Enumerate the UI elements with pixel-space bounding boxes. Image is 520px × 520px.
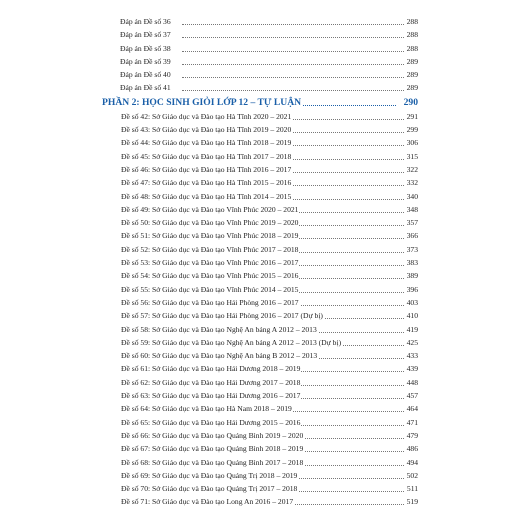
- toc-page-number: 464: [406, 402, 418, 415]
- toc-page-number: 357: [406, 216, 418, 229]
- toc-page-number: 288: [406, 42, 418, 55]
- toc-page-number: 448: [406, 376, 418, 389]
- toc-exam-entry[interactable]: [0, 376, 520, 389]
- toc-exam-entry[interactable]: [0, 362, 520, 375]
- dot-leader: [182, 68, 404, 81]
- toc-entry-label: Đề số 66: Sở Giáo dục và Đào tạo Quảng Bình 2019 – 2020: [121, 429, 304, 442]
- toc-page-number: 410: [406, 309, 418, 322]
- toc-answer-entry[interactable]: [0, 68, 520, 81]
- toc-page-number: 519: [406, 495, 418, 508]
- toc-entry-label: Đáp án Đề số 37: [120, 28, 172, 41]
- toc-entry-label: Đề số 42: Sở Giáo dục và Đào tạo Hà Tĩnh 2020 – 2021: [121, 110, 292, 123]
- toc-exam-entry[interactable]: [0, 323, 520, 336]
- toc-answer-entry[interactable]: [0, 15, 520, 28]
- toc-exam-entry[interactable]: [0, 389, 520, 402]
- toc-page-number: 315: [406, 150, 418, 163]
- dot-leader: [182, 28, 404, 41]
- toc-entry-label: PHẦN 2: HỌC SINH GIỎI LỚP 12 – TỰ LUẬN: [102, 96, 302, 108]
- toc-entry-label: Đề số 67: Sở Giáo dục và Đào tạo Quảng Bình 2018 – 2019: [121, 442, 304, 455]
- toc-exam-entry[interactable]: [0, 203, 520, 216]
- toc-page-number: 373: [406, 243, 418, 256]
- toc-exam-entry[interactable]: [0, 402, 520, 415]
- toc-page-number: 289: [406, 55, 418, 68]
- toc-entry-label: Đề số 64: Sở Giáo dục và Đào tạo Hà Nam 2018 – 2019: [121, 402, 293, 415]
- toc-page-number: 389: [406, 269, 418, 282]
- toc-entry-label: Đề số 44: Sở Giáo dục và Đào tạo Hà Tĩnh 2018 – 2019: [121, 136, 292, 149]
- toc-page-number: 332: [406, 176, 418, 189]
- dot-leader: [182, 15, 404, 28]
- toc-entry-label: Đề số 43: Sở Giáo dục và Đào tạo Hà Tĩnh 2019 – 2020: [121, 123, 292, 136]
- toc-page-number: 322: [406, 163, 418, 176]
- toc-page-number: 288: [406, 15, 418, 28]
- toc-entry-label: Đề số 51: Sở Giáo dục và Đào tạo Vĩnh Phúc 2018 – 2019: [121, 229, 299, 242]
- toc-entry-label: Đề số 71: Sở Giáo dục và Đào tạo Long An 2016 – 2017: [121, 495, 294, 508]
- toc-entry-label: Đề số 70: Sở Giáo dục và Đào tạo Quảng Trị 2017 – 2018: [121, 482, 298, 495]
- toc-page-number: 502: [406, 469, 418, 482]
- toc-exam-entry[interactable]: [0, 296, 520, 309]
- toc-exam-entry[interactable]: [0, 482, 520, 495]
- toc-entry-label: Đề số 50: Sở Giáo dục và Đào tạo Vĩnh Phúc 2019 – 2020: [121, 216, 299, 229]
- toc-entry-label: Đề số 57: Sở Giáo dục và Đào tạo Hải Phòng 2016 – 2017 (Dự bị): [121, 309, 324, 322]
- toc-page-number: 288: [406, 28, 418, 41]
- toc-exam-entry[interactable]: [0, 123, 520, 136]
- toc-entry-label: Đề số 47: Sở Giáo dục và Đào tạo Hà Tĩnh 2015 – 2016: [121, 176, 292, 189]
- toc-page-number: 383: [406, 256, 418, 269]
- toc-page-number: 306: [406, 136, 418, 149]
- toc-page-number: 425: [406, 336, 418, 349]
- toc-page-number: 439: [406, 362, 418, 375]
- toc-exam-entry[interactable]: [0, 256, 520, 269]
- toc-entry-label: Đề số 52: Sở Giáo dục và Đào tạo Vĩnh Phúc 2017 – 2018: [121, 243, 299, 256]
- toc-entry-label: Đáp án Đề số 38: [120, 42, 172, 55]
- toc-entry-label: Đề số 69: Sở Giáo dục và Đào tạo Quảng Trị 2018 – 2019: [121, 469, 298, 482]
- dot-leader: [182, 42, 404, 55]
- toc-entry-label: Đề số 58: Sở Giáo dục và Đào tạo Nghệ An bảng A 2012 – 2013: [121, 323, 318, 336]
- toc-page-number: 348: [406, 203, 418, 216]
- toc-page-number: 396: [406, 283, 418, 296]
- toc-exam-entry[interactable]: [0, 442, 520, 455]
- toc-answer-entry[interactable]: [0, 55, 520, 68]
- toc-page-number: 366: [406, 229, 418, 242]
- toc-exam-entry[interactable]: [0, 229, 520, 242]
- toc-entry-label: Đề số 60: Sở Giáo dục và Đào tạo Nghệ An bảng B 2012 – 2013: [121, 349, 318, 362]
- toc-exam-entry[interactable]: [0, 176, 520, 189]
- toc-part-heading[interactable]: [0, 95, 520, 110]
- toc-entry-label: Đề số 63: Sở Giáo dục và Đào tạo Hải Dương 2016 – 2017: [121, 389, 301, 402]
- toc-entry-label: Đề số 45: Sở Giáo dục và Đào tạo Hà Tĩnh 2017 – 2018: [121, 150, 292, 163]
- toc-entry-label: Đề số 53: Sở Giáo dục và Đào tạo Vĩnh Phúc 2016 – 2017: [121, 256, 299, 269]
- toc-entry-label: Đề số 61: Sở Giáo dục và Đào tạo Hải Dương 2018 – 2019: [121, 362, 301, 375]
- toc-exam-entry[interactable]: [0, 136, 520, 149]
- toc-exam-entry[interactable]: [0, 336, 520, 349]
- toc-entry-label: Đề số 68: Sở Giáo dục và Đào tạo Quảng Bình 2017 – 2018: [121, 456, 304, 469]
- toc-exam-entry[interactable]: [0, 269, 520, 282]
- toc-page-number: 479: [406, 429, 418, 442]
- toc-page-number: 419: [406, 323, 418, 336]
- toc-exam-entry[interactable]: [0, 495, 520, 508]
- dot-leader: [182, 55, 404, 68]
- toc-exam-entry[interactable]: [0, 110, 520, 123]
- toc-entry-label: Đáp án Đề số 39: [120, 55, 172, 68]
- toc-entry-label: Đề số 48: Sở Giáo dục và Đào tạo Hà Tĩnh 2014 – 2015: [121, 190, 292, 203]
- toc-exam-entry[interactable]: [0, 469, 520, 482]
- toc-exam-entry[interactable]: [0, 283, 520, 296]
- toc-page-number: 291: [406, 110, 418, 123]
- toc-entry-label: Đề số 46: Sở Giáo dục và Đào tạo Hà Tĩnh 2016 – 2017: [121, 163, 292, 176]
- toc-page-number: 289: [406, 68, 418, 81]
- toc-page-number: 340: [406, 190, 418, 203]
- toc-exam-entry[interactable]: [0, 216, 520, 229]
- toc-entry-label: Đề số 62: Sở Giáo dục và Đào tạo Hải Dương 2017 – 2018: [121, 376, 301, 389]
- toc-page-number: 511: [406, 482, 418, 495]
- toc-page-number: 289: [406, 81, 418, 94]
- toc-entry-label: Đề số 55: Sở Giáo dục và Đào tạo Vĩnh Phúc 2014 – 2015: [121, 283, 299, 296]
- toc-exam-entry[interactable]: [0, 349, 520, 362]
- toc-page-number: 433: [406, 349, 418, 362]
- toc-answer-entry[interactable]: [0, 28, 520, 41]
- toc-page-number: 471: [406, 416, 418, 429]
- toc-entry-label: Đề số 59: Sở Giáo dục và Đào tạo Nghệ An bảng A 2012 – 2013 (Dự bị): [121, 336, 342, 349]
- toc-exam-entry[interactable]: [0, 243, 520, 256]
- toc-exam-entry[interactable]: [0, 416, 520, 429]
- toc-page-number: 290: [403, 96, 418, 108]
- toc-page-number: 403: [406, 296, 418, 309]
- toc-page-number: 494: [406, 456, 418, 469]
- toc-exam-entry[interactable]: [0, 163, 520, 176]
- toc-exam-entry[interactable]: [0, 309, 520, 322]
- toc-page-number: 486: [406, 442, 418, 455]
- toc-answer-entry[interactable]: [0, 81, 520, 94]
- toc-exam-entry[interactable]: [0, 429, 520, 442]
- toc-entry-label: Đề số 54: Sở Giáo dục và Đào tạo Vĩnh Phúc 2015 – 2016: [121, 269, 299, 282]
- toc-exam-entry[interactable]: [0, 456, 520, 469]
- toc-exam-entry[interactable]: [0, 150, 520, 163]
- toc-page-number: 299: [406, 123, 418, 136]
- toc-page-number: 457: [406, 389, 418, 402]
- dot-leader: [182, 81, 404, 94]
- toc-entry-label: Đề số 49: Sở Giáo dục và Đào tạo Vĩnh Phúc 2020 – 2021: [121, 203, 299, 216]
- toc-entry-label: Đề số 65: Sở Giáo dục và Đào tạo Hải Dương 2015 – 2016: [121, 416, 301, 429]
- toc-answer-entry[interactable]: [0, 42, 520, 55]
- toc-entry-label: Đáp án Đề số 41: [120, 81, 172, 94]
- toc-entry-label: Đáp án Đề số 36: [120, 15, 172, 28]
- toc-exam-entry[interactable]: [0, 190, 520, 203]
- toc-entry-label: Đề số 56: Sở Giáo dục và Đào tạo Hải Phòng 2016 – 2017: [121, 296, 300, 309]
- toc-entry-label: Đáp án Đề số 40: [120, 68, 172, 81]
- table-of-contents: [0, 15, 520, 509]
